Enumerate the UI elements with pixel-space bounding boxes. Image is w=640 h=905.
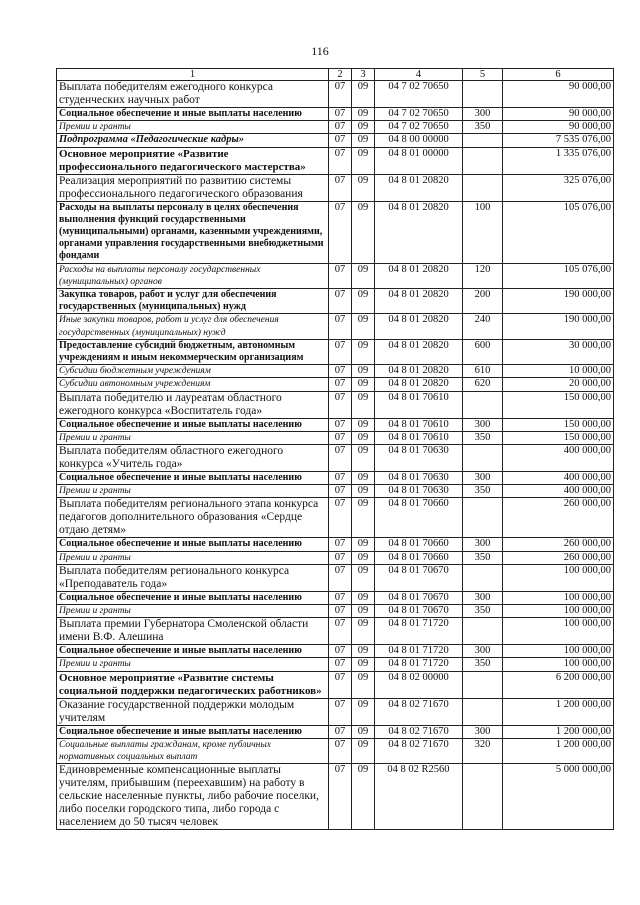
table-row (57, 121, 614, 134)
row-name: Премии и гранты (57, 121, 329, 134)
row-subsection: 09 (352, 431, 375, 444)
row-amount: 400 000,00 (503, 472, 614, 485)
row-target-article: 04 8 01 70660 (375, 538, 463, 551)
row-name: Реализация мероприятий по развитию системы профессионального педагогического образования (57, 174, 329, 201)
page-number: 116 (311, 44, 329, 58)
row-expense-type: 200 (463, 289, 503, 314)
table-row (57, 108, 614, 121)
row-section: 07 (329, 472, 352, 485)
row-section: 07 (329, 174, 352, 201)
row-section: 07 (329, 289, 352, 314)
row-name: Социальное обеспечение и иные выплаты населению (57, 725, 329, 738)
row-amount: 260 000,00 (503, 498, 614, 538)
row-target-article: 04 8 01 71720 (375, 645, 463, 658)
row-section: 07 (329, 725, 352, 738)
row-expense-type: 350 (463, 551, 503, 564)
table-row (57, 618, 614, 645)
row-expense-type: 610 (463, 365, 503, 378)
table-row (57, 174, 614, 201)
row-target-article: 04 8 02 71670 (375, 698, 463, 725)
row-expense-type: 120 (463, 263, 503, 288)
row-name: Единовременные компенсационные выплаты учителям, прибывшим (переехавшим) на работу в сельские населенные пункты, либо рабочие поселки, либо поселки городского типа, либо города с населением до 50 тысяч человек (57, 764, 329, 830)
table-row (57, 81, 614, 108)
row-target-article: 04 8 01 20820 (375, 314, 463, 339)
row-name: Предоставление субсидий бюджетным, автономным учреждениям и иным некоммерческим организациям (57, 339, 329, 364)
row-amount: 150 000,00 (503, 418, 614, 431)
row-section: 07 (329, 431, 352, 444)
row-target-article: 04 8 01 70610 (375, 418, 463, 431)
row-amount: 1 200 000,00 (503, 725, 614, 738)
row-section: 07 (329, 134, 352, 147)
row-target-article: 04 8 01 20820 (375, 339, 463, 364)
row-subsection: 09 (352, 365, 375, 378)
row-target-article: 04 8 00 00000 (375, 134, 463, 147)
row-amount: 100 000,00 (503, 645, 614, 658)
row-target-article: 04 8 01 70630 (375, 472, 463, 485)
row-subsection: 09 (352, 738, 375, 763)
table-row (57, 289, 614, 314)
row-amount: 100 000,00 (503, 591, 614, 604)
row-expense-type (463, 564, 503, 591)
row-target-article: 04 8 01 00000 (375, 147, 463, 174)
row-section: 07 (329, 645, 352, 658)
table-row (57, 431, 614, 444)
row-subsection: 09 (352, 485, 375, 498)
row-section: 07 (329, 147, 352, 174)
row-section: 07 (329, 605, 352, 618)
row-subsection: 09 (352, 764, 375, 830)
table-row (57, 658, 614, 671)
row-expense-type (463, 498, 503, 538)
row-target-article: 04 8 01 20820 (375, 378, 463, 391)
row-amount: 260 000,00 (503, 551, 614, 564)
row-name: Закупка товаров, работ и услуг для обеспечения государственных (муниципальных) нужд (57, 289, 329, 314)
row-section: 07 (329, 339, 352, 364)
row-subsection: 09 (352, 445, 375, 472)
row-amount: 400 000,00 (503, 485, 614, 498)
row-expense-type (463, 445, 503, 472)
row-expense-type: 350 (463, 605, 503, 618)
row-amount: 10 000,00 (503, 365, 614, 378)
row-subsection: 09 (352, 339, 375, 364)
row-expense-type (463, 147, 503, 174)
row-amount: 1 200 000,00 (503, 738, 614, 763)
row-amount: 150 000,00 (503, 431, 614, 444)
row-expense-type: 300 (463, 472, 503, 485)
row-amount: 90 000,00 (503, 81, 614, 108)
row-expense-type (463, 671, 503, 698)
row-subsection: 09 (352, 725, 375, 738)
row-subsection: 09 (352, 81, 375, 108)
row-expense-type: 300 (463, 538, 503, 551)
row-expense-type: 600 (463, 339, 503, 364)
row-target-article: 04 8 01 70670 (375, 564, 463, 591)
row-section: 07 (329, 108, 352, 121)
row-name: Субсидии автономным учреждениям (57, 378, 329, 391)
row-name: Премии и гранты (57, 658, 329, 671)
row-amount: 90 000,00 (503, 108, 614, 121)
table-row (57, 147, 614, 174)
row-target-article: 04 8 01 20820 (375, 365, 463, 378)
row-subsection: 09 (352, 174, 375, 201)
row-section: 07 (329, 658, 352, 671)
row-name: Премии и гранты (57, 431, 329, 444)
table-row (57, 605, 614, 618)
row-amount: 325 076,00 (503, 174, 614, 201)
row-target-article: 04 8 01 20820 (375, 289, 463, 314)
row-subsection: 09 (352, 472, 375, 485)
col-header-amount: 6 (503, 69, 614, 81)
row-target-article: 04 7 02 70650 (375, 108, 463, 121)
row-section: 07 (329, 365, 352, 378)
table-row (57, 764, 614, 830)
row-expense-type: 350 (463, 431, 503, 444)
table-row (57, 738, 614, 763)
row-amount: 105 076,00 (503, 263, 614, 288)
row-subsection: 09 (352, 147, 375, 174)
row-amount: 1 200 000,00 (503, 698, 614, 725)
row-amount: 1 335 076,00 (503, 147, 614, 174)
row-amount: 150 000,00 (503, 391, 614, 418)
row-name: Оказание государственной поддержки молодым учителям (57, 698, 329, 725)
row-subsection: 09 (352, 618, 375, 645)
table-row (57, 134, 614, 147)
row-name: Выплата победителям регионального этапа конкурса педагогов дополнительного образования «Сердце отдаю детям» (57, 498, 329, 538)
row-target-article: 04 8 01 70670 (375, 605, 463, 618)
row-name: Выплата премии Губернатора Смоленской области имени В.Ф. Алешина (57, 618, 329, 645)
table-row (57, 551, 614, 564)
table-row (57, 698, 614, 725)
row-expense-type: 300 (463, 725, 503, 738)
row-target-article: 04 8 01 20820 (375, 174, 463, 201)
row-expense-type: 620 (463, 378, 503, 391)
row-section: 07 (329, 764, 352, 830)
row-target-article: 04 8 01 70630 (375, 485, 463, 498)
col-header-name: 1 (57, 69, 329, 81)
row-subsection: 09 (352, 391, 375, 418)
row-amount: 260 000,00 (503, 538, 614, 551)
row-amount: 7 535 076,00 (503, 134, 614, 147)
row-name: Социальное обеспечение и иные выплаты населению (57, 418, 329, 431)
row-section: 07 (329, 498, 352, 538)
row-name: Субсидии бюджетным учреждениям (57, 365, 329, 378)
row-section: 07 (329, 618, 352, 645)
row-expense-type (463, 134, 503, 147)
row-section: 07 (329, 445, 352, 472)
row-name: Выплата победителям регионального конкурса «Преподаватель года» (57, 564, 329, 591)
table-row (57, 645, 614, 658)
row-subsection: 09 (352, 289, 375, 314)
row-amount: 20 000,00 (503, 378, 614, 391)
row-subsection: 09 (352, 658, 375, 671)
col-header-expense-type: 5 (463, 69, 503, 81)
table-row (57, 591, 614, 604)
row-target-article: 04 8 01 71720 (375, 658, 463, 671)
row-target-article: 04 8 01 70610 (375, 431, 463, 444)
row-section: 07 (329, 485, 352, 498)
table-row (57, 498, 614, 538)
row-section: 07 (329, 564, 352, 591)
table-row (57, 365, 614, 378)
row-expense-type (463, 81, 503, 108)
row-target-article: 04 7 02 70650 (375, 121, 463, 134)
row-name: Премии и гранты (57, 551, 329, 564)
row-target-article: 04 8 01 20820 (375, 201, 463, 263)
table-row (57, 564, 614, 591)
row-section: 07 (329, 551, 352, 564)
row-section: 07 (329, 591, 352, 604)
row-target-article: 04 8 01 70610 (375, 391, 463, 418)
row-subsection: 09 (352, 498, 375, 538)
row-name: Социальные выплаты гражданам, кроме публичных нормативных социальных выплат (57, 738, 329, 763)
row-subsection: 09 (352, 134, 375, 147)
header-row (57, 69, 614, 81)
row-name: Иные закупки товаров, работ и услуг для обеспечения государственных (муниципальных) нужд (57, 314, 329, 339)
table-row (57, 671, 614, 698)
row-name: Социальное обеспечение и иные выплаты населению (57, 645, 329, 658)
row-expense-type: 350 (463, 658, 503, 671)
row-expense-type: 300 (463, 108, 503, 121)
row-section: 07 (329, 121, 352, 134)
row-amount: 6 200 000,00 (503, 671, 614, 698)
row-expense-type: 240 (463, 314, 503, 339)
row-name: Социальное обеспечение и иные выплаты населению (57, 108, 329, 121)
row-subsection: 09 (352, 418, 375, 431)
table-row (57, 201, 614, 263)
row-target-article: 04 8 02 00000 (375, 671, 463, 698)
row-subsection: 09 (352, 263, 375, 288)
row-amount: 400 000,00 (503, 445, 614, 472)
row-subsection: 09 (352, 314, 375, 339)
row-target-article: 04 7 02 70650 (375, 81, 463, 108)
row-amount: 5 000 000,00 (503, 764, 614, 830)
row-expense-type (463, 698, 503, 725)
row-amount: 100 000,00 (503, 605, 614, 618)
table-row (57, 725, 614, 738)
row-expense-type: 300 (463, 591, 503, 604)
table-row (57, 263, 614, 288)
row-amount: 105 076,00 (503, 201, 614, 263)
row-target-article: 04 8 01 71720 (375, 618, 463, 645)
table-row (57, 391, 614, 418)
table-row (57, 418, 614, 431)
col-header-target-article: 4 (375, 69, 463, 81)
row-expense-type: 320 (463, 738, 503, 763)
row-subsection: 09 (352, 698, 375, 725)
table-row (57, 472, 614, 485)
row-subsection: 09 (352, 645, 375, 658)
row-target-article: 04 8 02 71670 (375, 725, 463, 738)
row-name: Расходы на выплаты персоналу в целях обеспечения выполнения функций государственными (муниципальными) органами, казенными учреждениями, органами управления государственными внебюджетными фондами (57, 201, 329, 263)
table-row (57, 339, 614, 364)
row-expense-type (463, 174, 503, 201)
row-subsection: 09 (352, 605, 375, 618)
row-amount: 100 000,00 (503, 618, 614, 645)
row-name: Подпрограмма «Педагогические кадры» (57, 134, 329, 147)
row-target-article: 04 8 01 70670 (375, 591, 463, 604)
row-section: 07 (329, 81, 352, 108)
table-row (57, 314, 614, 339)
row-section: 07 (329, 538, 352, 551)
table-row (57, 378, 614, 391)
row-target-article: 04 8 02 R2560 (375, 764, 463, 830)
row-section: 07 (329, 378, 352, 391)
row-name: Выплата победителю и лауреатам областного ежегодного конкурса «Воспитатель года» (57, 391, 329, 418)
row-subsection: 09 (352, 538, 375, 551)
row-name: Расходы на выплаты персоналу государственных (муниципальных) органов (57, 263, 329, 288)
row-expense-type (463, 764, 503, 830)
row-amount: 100 000,00 (503, 658, 614, 671)
row-name: Социальное обеспечение и иные выплаты населению (57, 472, 329, 485)
col-header-section: 2 (329, 69, 352, 81)
row-target-article: 04 8 01 70660 (375, 498, 463, 538)
row-target-article: 04 8 01 20820 (375, 263, 463, 288)
row-expense-type: 100 (463, 201, 503, 263)
row-expense-type: 350 (463, 485, 503, 498)
row-name: Выплата победителям областного ежегодного конкурса «Учитель года» (57, 445, 329, 472)
row-target-article: 04 8 02 71670 (375, 738, 463, 763)
row-subsection: 09 (352, 378, 375, 391)
row-section: 07 (329, 263, 352, 288)
row-section: 07 (329, 698, 352, 725)
row-section: 07 (329, 671, 352, 698)
table-row (57, 538, 614, 551)
row-section: 07 (329, 418, 352, 431)
row-name: Премии и гранты (57, 605, 329, 618)
row-amount: 190 000,00 (503, 289, 614, 314)
row-subsection: 09 (352, 121, 375, 134)
row-amount: 190 000,00 (503, 314, 614, 339)
row-target-article: 04 8 01 70630 (375, 445, 463, 472)
row-expense-type: 350 (463, 121, 503, 134)
row-amount: 30 000,00 (503, 339, 614, 364)
table-row (57, 445, 614, 472)
row-name: Основное мероприятие «Развитие системы социальной поддержки педагогических работников» (57, 671, 329, 698)
row-target-article: 04 8 01 70660 (375, 551, 463, 564)
row-name: Выплата победителям ежегодного конкурса студенческих научных работ (57, 81, 329, 108)
row-amount: 90 000,00 (503, 121, 614, 134)
row-name: Социальное обеспечение и иные выплаты населению (57, 591, 329, 604)
row-subsection: 09 (352, 591, 375, 604)
row-expense-type (463, 391, 503, 418)
row-subsection: 09 (352, 671, 375, 698)
row-subsection: 09 (352, 201, 375, 263)
row-section: 07 (329, 201, 352, 263)
row-name: Премии и гранты (57, 485, 329, 498)
row-section: 07 (329, 738, 352, 763)
budget-table (56, 68, 614, 830)
row-expense-type: 300 (463, 645, 503, 658)
row-name: Основное мероприятие «Развитие профессионального педагогического мастерства» (57, 147, 329, 174)
row-section: 07 (329, 391, 352, 418)
row-name: Социальное обеспечение и иные выплаты населению (57, 538, 329, 551)
row-subsection: 09 (352, 551, 375, 564)
row-subsection: 09 (352, 108, 375, 121)
row-subsection: 09 (352, 564, 375, 591)
table-row (57, 485, 614, 498)
col-header-subsection: 3 (352, 69, 375, 81)
row-amount: 100 000,00 (503, 564, 614, 591)
row-section: 07 (329, 314, 352, 339)
row-expense-type (463, 618, 503, 645)
row-expense-type: 300 (463, 418, 503, 431)
